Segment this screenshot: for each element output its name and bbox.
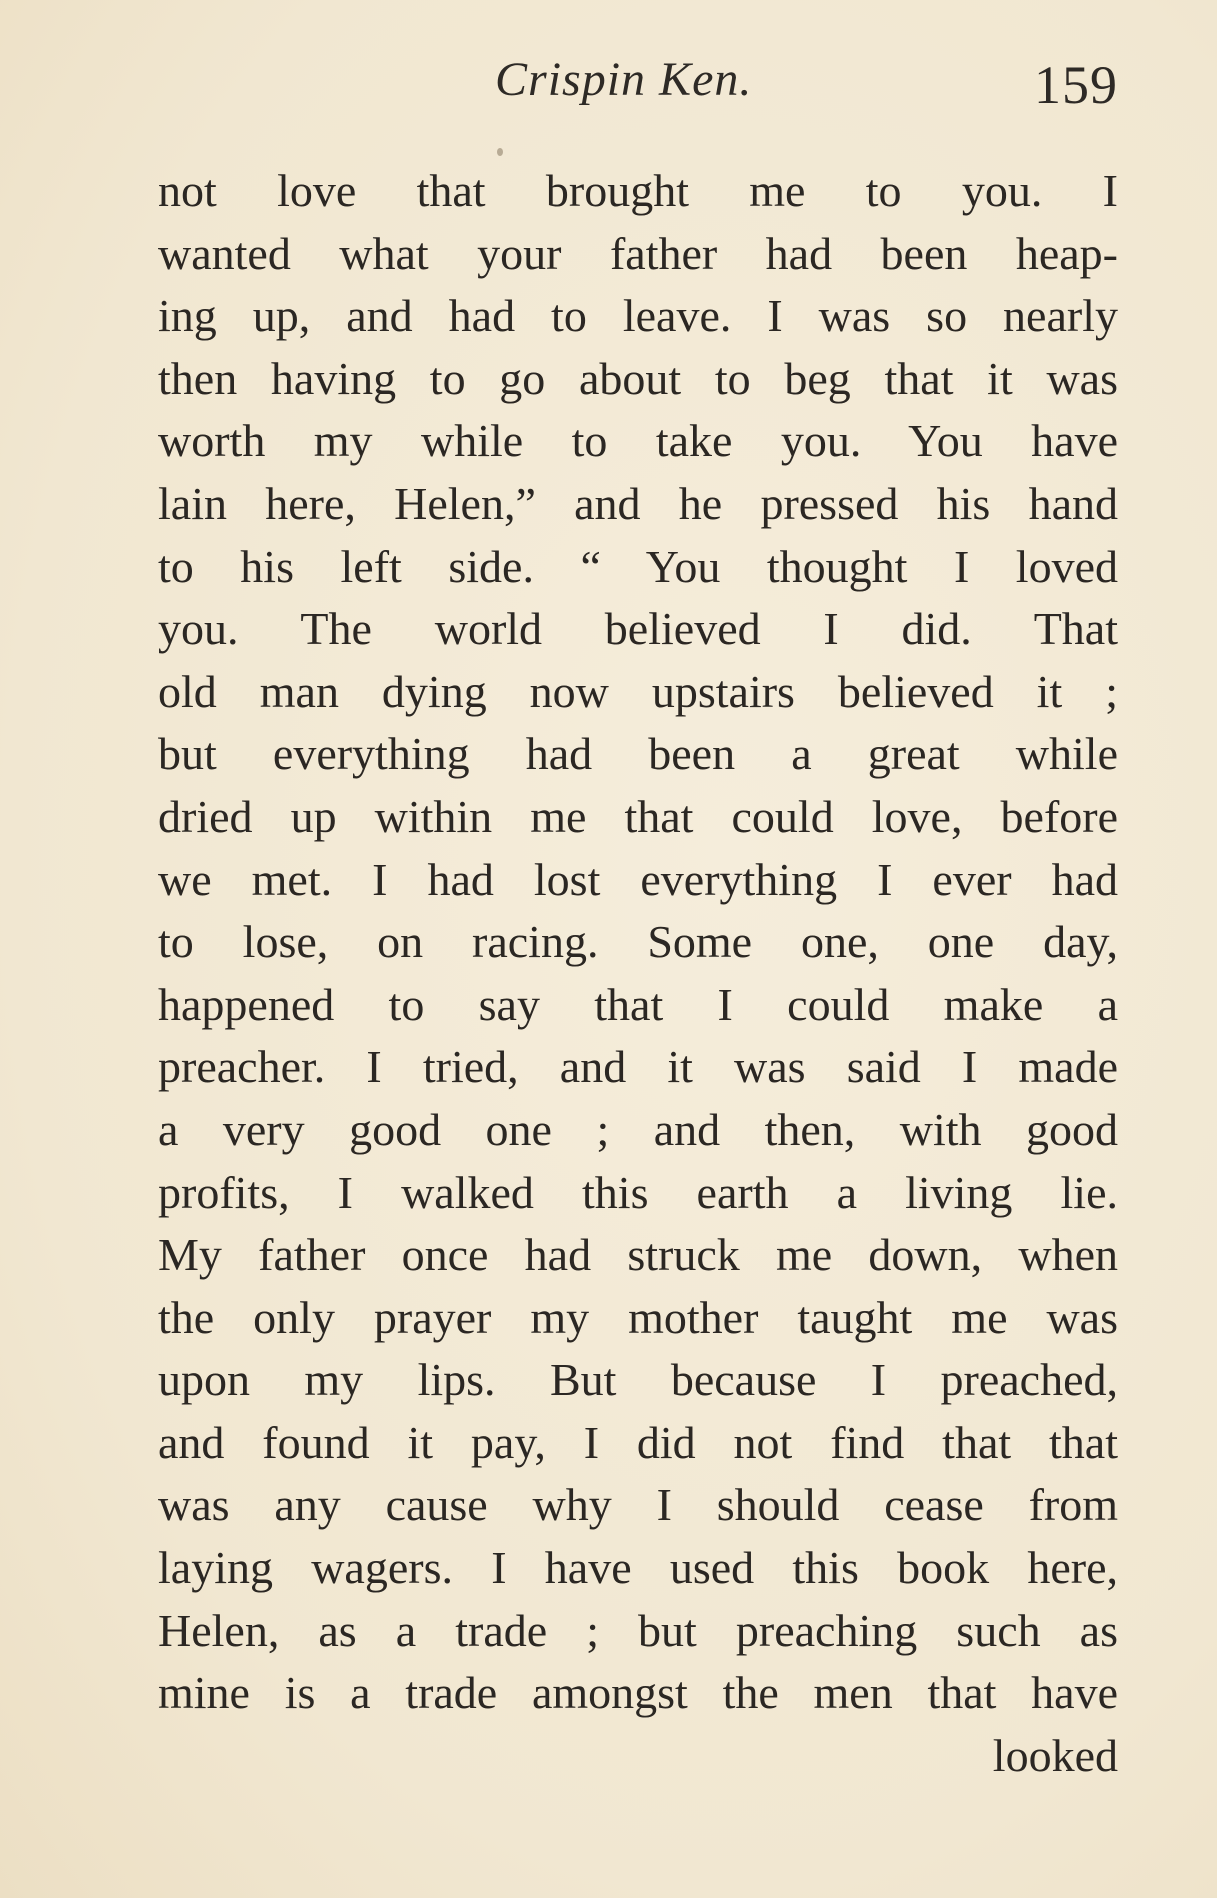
text-line: was any cause why I should cease from [158, 1479, 1118, 1531]
text-line: dried up within me that could love, before [158, 790, 1118, 842]
running-title: Crispin Ken. [495, 53, 753, 106]
text-line: not love that brought me to you. I [158, 165, 1118, 216]
text-line: a very good one ; and then, with good [158, 1103, 1118, 1155]
page-header [160, 52, 1118, 122]
text-line: mine is a trade amongst the men that have [158, 1667, 1118, 1719]
text-line: wanted what your father had been heap- [158, 227, 1118, 279]
text-line: but everything had been a great while [158, 728, 1118, 780]
text-line: Helen, as a trade ; but preaching such as [158, 1604, 1118, 1656]
body-text [158, 160, 1118, 1787]
text-line: worth my while to take you. You have [158, 415, 1118, 467]
text-line: profits, I walked this earth a living lie. [158, 1166, 1118, 1218]
text-line: we met. I had lost everything I ever had [158, 853, 1118, 905]
text-line: laying wagers. I have used this book here, [158, 1542, 1118, 1594]
catchword: looked [992, 1729, 1118, 1781]
text-line: then having to go about to beg that it was [158, 352, 1118, 404]
text-line: ing up, and had to leave. I was so nearly [158, 290, 1118, 342]
text-line: you. The world believed I did. That [158, 603, 1118, 655]
text-line: My father once had struck me down, when [158, 1229, 1118, 1281]
page-number: 159 [1034, 55, 1118, 115]
text-line: happened to say that I could make a [158, 978, 1118, 1030]
text-line: preacher. I tried, and it was said I made [158, 1041, 1118, 1093]
ink-smudge [497, 148, 503, 156]
text-line: upon my lips. But because I preached, [158, 1354, 1118, 1406]
text-line: the only prayer my mother taught me was [158, 1291, 1118, 1343]
text-line: old man dying now upstairs believed it ; [158, 665, 1118, 717]
text-line: lain here, Helen,” and he pressed his hand [158, 477, 1118, 529]
text-line: to lose, on racing. Some one, one day, [158, 916, 1118, 968]
text-line: to his left side. “ You thought I loved [158, 540, 1118, 592]
text-line: and found it pay, I did not find that that [158, 1416, 1118, 1468]
